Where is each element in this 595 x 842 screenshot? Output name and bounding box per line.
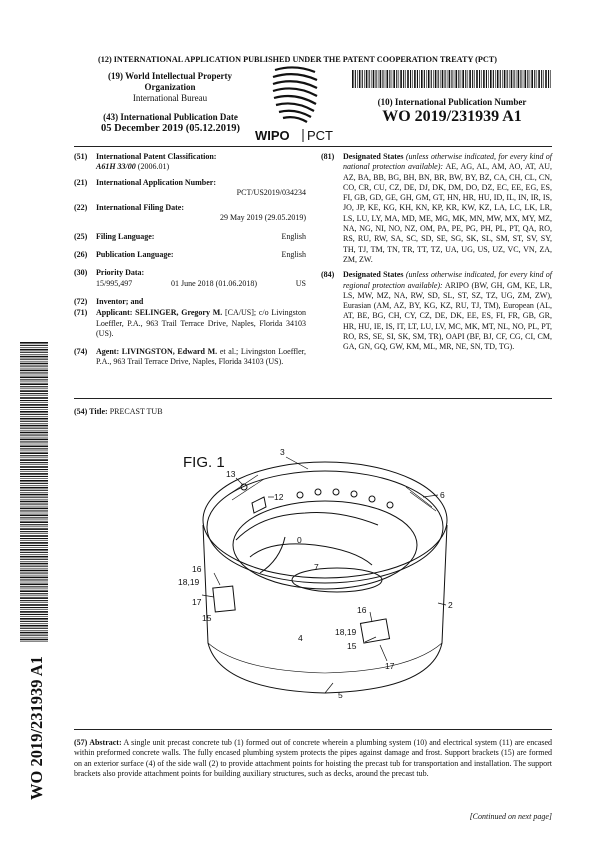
figure-reference-numeral: 13 xyxy=(226,469,236,479)
priority-number: 15/995,497 xyxy=(96,278,133,288)
figure-reference-numeral: 12 xyxy=(274,492,284,502)
field-51-label: International Patent Classification: xyxy=(96,152,217,161)
figure-reference-numeral: 3 xyxy=(280,447,285,457)
field-81: (81) Designated States (unless otherwise indicated, for every kind of national protection available): AE, AG, AL, AM, AO, AT, AU, AZ, BA, BB, BG, BH, BN, BR, BW, BY, BZ, CA, CH, CL, CN, CO, CR, CU, CZ, DE, DJ, DK, DM, DO, DZ, EC, EE, EG, ES, FI, GB, GD, GE, GH, GM, GT, HN, HR, HU, ID, IL, IN, IR, IS, JO, JP, KE, KG, KH, KN, KP, KR, KW, KZ, LA, LC, LK, LR, LS, LU, LY, MA, MD, ME, MG, MK, MN, MW, MX, MY, MZ, NA, NG, NI, NO, NZ, OM, PA, PE, PG, PH, PL, PT, QA, RO, RS, RU, RW, SA, SC, SD, SE, SG, SK, SL, SM, ST, SV, SY, TH, TJ, TM, TN, TR, TT, TZ, UA, UG, US, UZ, VC, VN, ZA, ZM, ZW. xyxy=(321,152,552,264)
field-21-label: International Application Number: xyxy=(96,177,217,187)
figure-reference-numeral: 16 xyxy=(357,605,367,615)
field-71: (71) Applicant: SELINGER, Gregory M. [CA/US]; c/o Livingston Loeffler, P.A., 963 Trail Terrace Drive, Naples, Florida 34103 (US). xyxy=(74,308,306,338)
applicant-name: Applicant: SELINGER, Gregory M. xyxy=(96,308,223,318)
figure-reference-numeral: 5 xyxy=(338,690,343,700)
figure-reference-numeral: 18,19 xyxy=(335,627,357,637)
priority-country: US xyxy=(295,278,306,288)
continued-note: [Continued on next page] xyxy=(469,812,552,821)
figure-reference-numeral: 18,19 xyxy=(178,577,200,587)
figure-reference-numeral: 17 xyxy=(385,661,395,671)
title-rule xyxy=(74,398,552,399)
publication-date-block xyxy=(88,111,253,135)
figure-label: FIG. 1 xyxy=(183,454,225,471)
figure-reference-numeral: 15 xyxy=(202,613,212,623)
figure-reference-numeral: 0 xyxy=(297,535,302,545)
figure-reference-numeral: 7 xyxy=(314,562,319,572)
filing-language: English xyxy=(281,231,306,241)
agent-name: Agent: LIVINGSTON, Edward M. xyxy=(96,347,218,357)
field-22: (22) International Filing Date: 29 May 2019 (29.05.2019) xyxy=(74,203,306,223)
figure-reference-numeral: 15 xyxy=(347,641,357,651)
org-name-line-1: World Intellectual Property xyxy=(125,71,232,81)
bibliographic-left-column xyxy=(74,152,306,373)
figure-reference-numeral: 2 xyxy=(448,600,453,610)
national-states-list: AE, AG, AL, AM, AO, AT, AU, AZ, BA, BB, BG, BH, BN, BR, BW, BY, BZ, CA, CH, CL, CN, CO, CR, CU, CZ, DE, DJ, DK, DM, DO, DZ, EC, EE, EG, ES, FI, GB, GD, GE, GH, GM, GT, HN, HR, HU, ID, IL, IN, IR, IS, JO, JP, KE, KG, KH, KN, KP, KR, KW, KZ, LA, LC, LK, LR, LS, LU, LY, MA, MD, ME, MG, MK, MN, MW, MX, MY, MZ, NA, NG, NI, NO, NZ, OM, PA, PE, PG, PH, PL, PT, QA, RO, RS, RU, RW, SA, SC, SD, SE, SG, SK, SL, SM, ST, SV, SY, TH, TJ, TM, TN, TR, TT, TZ, UA, UG, US, UZ, VC, VN, ZA, ZM, ZW. xyxy=(343,162,552,264)
logo-text-wipo: WIPO xyxy=(255,128,290,143)
publication-date-label: (43) International Publication Date xyxy=(103,112,238,122)
field-74: (74) Agent: LIVINGSTON, Edward M. et al.; Livingston Loeffler, P.A., 963 Trail Terrace Drive, Naples, Florida 34103 (US). xyxy=(74,347,306,367)
publication-number-block xyxy=(352,97,552,127)
field-84: (84) Designated States (unless otherwise indicated, for every kind of regional protection available): ARIPO (BW, GH, GM, KE, LR, LS, MW, MZ, NA, RW, SD, SL, ST, SZ, TZ, UG, ZM, ZW), Eurasian (AM, AZ, BY, KG, KZ, RU, TJ, TM), European (AL, AT, BE, BG, CH, CY, CZ, DE, DK, EE, ES, FI, FR, GB, GR, HR, HU, IE, IS, IT, LT, LU, LV, MC, MK, MT, NL, NO, PL, PT, RO, RS, SE, SI, SK, SM, TR), OAPI (BF, BJ, CF, CG, CI, CM, GA, GN, GQ, GW, KM, ML, MR, NE, SN, TD, TG). xyxy=(321,270,552,352)
svg-text:WO 2019/231939 A1: WO 2019/231939 A1 xyxy=(27,656,46,800)
figure-reference-numeral: 16 xyxy=(192,564,202,574)
field-26: (26) Publication Language: English xyxy=(74,250,306,260)
publication-date: 05 December 2019 (05.12.2019) xyxy=(101,123,240,134)
org-code: (19) xyxy=(108,71,124,81)
figure-reference-numeral: 6 xyxy=(440,490,445,500)
publication-type-heading: (12) INTERNATIONAL APPLICATION PUBLISHED UNDER THE PATENT COOPERATION TREATY (PCT) xyxy=(98,55,497,64)
regional-states-list: ARIPO (BW, GH, GM, KE, LR, LS, MW, MZ, NA, RW, SD, SL, ST, SZ, TZ, UG, ZM, ZW), Eurasian (AM, AZ, BY, KG, KZ, RU, TJ, TM), European (AL, AT, BE, BG, CH, CY, CZ, DE, DK, EE, ES, FI, FR, GB, GR, HR, HU, IE, IS, IT, LT, LU, LV, MC, MK, MT, NL, NO, PL, PT, RO, RS, SE, SI, SK, SM, TR), OAPI (BF, BJ, CF, CG, CI, CM, GA, GN, GQ, GW, KM, ML, MR, NE, SN, TD, TG). xyxy=(343,280,552,352)
bibliographic-right-column xyxy=(321,152,552,358)
logo-text-pct: PCT xyxy=(307,128,333,143)
org-name-line-2: Organization xyxy=(144,82,196,92)
priority-date: 01 June 2018 (01.06.2018) xyxy=(171,278,257,288)
side-publication-number xyxy=(20,652,50,802)
publication-language: English xyxy=(281,250,306,260)
title-field: (54) Title: PRECAST TUB xyxy=(74,407,163,416)
field-51: (51) International Patent Classification: A61H 33/00 (2006.01) xyxy=(74,152,306,173)
bureau-name: International Bureau xyxy=(132,93,208,103)
publication-number: WO 2019/231939 A1 xyxy=(382,108,522,125)
wipo-logo xyxy=(253,64,338,144)
figure-reference-numeral: 17 xyxy=(192,597,202,607)
field-21: (21) International Application Number: PCT/US2019/034234 xyxy=(74,177,306,197)
field-30: (30) Priority Data: 15/995,497 01 June 2018 (01.06.2018) US xyxy=(74,268,306,288)
figure-1-drawing xyxy=(140,445,480,710)
organization-block xyxy=(95,71,245,104)
filing-date: 29 May 2019 (29.05.2019) xyxy=(220,213,306,223)
field-25: (25) Filing Language: English xyxy=(74,231,306,241)
ipc-code: A61H 33/00 xyxy=(96,162,136,172)
field-72: (72) Inventor; and xyxy=(74,296,144,306)
header-rule xyxy=(74,146,552,147)
publication-barcode xyxy=(352,70,552,88)
application-number: PCT/US2019/034234 xyxy=(236,187,306,197)
abstract-text: A single unit precast concrete tub (1) formed out of concrete wherein a plumbing system (10) and electrical system (11) are encased within preformed concrete walls. The fully encased plumbing system protects the pipes against damage and frost. Support brackets (15) are formed on an exterior surface (4) of the side wall (2) to provide attachment points for hoisting the precast tub for transportation and installation. The support brackets also provide attachment points for building auxiliary structures, such as decks, around the precast tub. xyxy=(74,738,552,779)
publication-number-label: (10) International Publication Number xyxy=(377,97,527,107)
abstract: (57) Abstract: A single unit precast concrete tub (1) formed out of concrete wherein a plumbing system (10) and electrical system (11) are encased within preformed concrete walls. The fully encased plumbing system protects the pipes against damage and frost. Support brackets (15) are formed on an exterior surface (4) of the side wall (2) to provide attachment points for hoisting the precast tub for transportation and installation. The support brackets also provide attachment points for building auxiliary structures, such as decks, around the precast tub. xyxy=(74,738,552,779)
invention-title: PRECAST TUB xyxy=(107,407,163,416)
figure-reference-numeral: 4 xyxy=(298,633,303,643)
side-barcode xyxy=(20,342,48,642)
field-22-label: International Filing Date: xyxy=(96,203,184,213)
abstract-rule xyxy=(74,729,552,730)
